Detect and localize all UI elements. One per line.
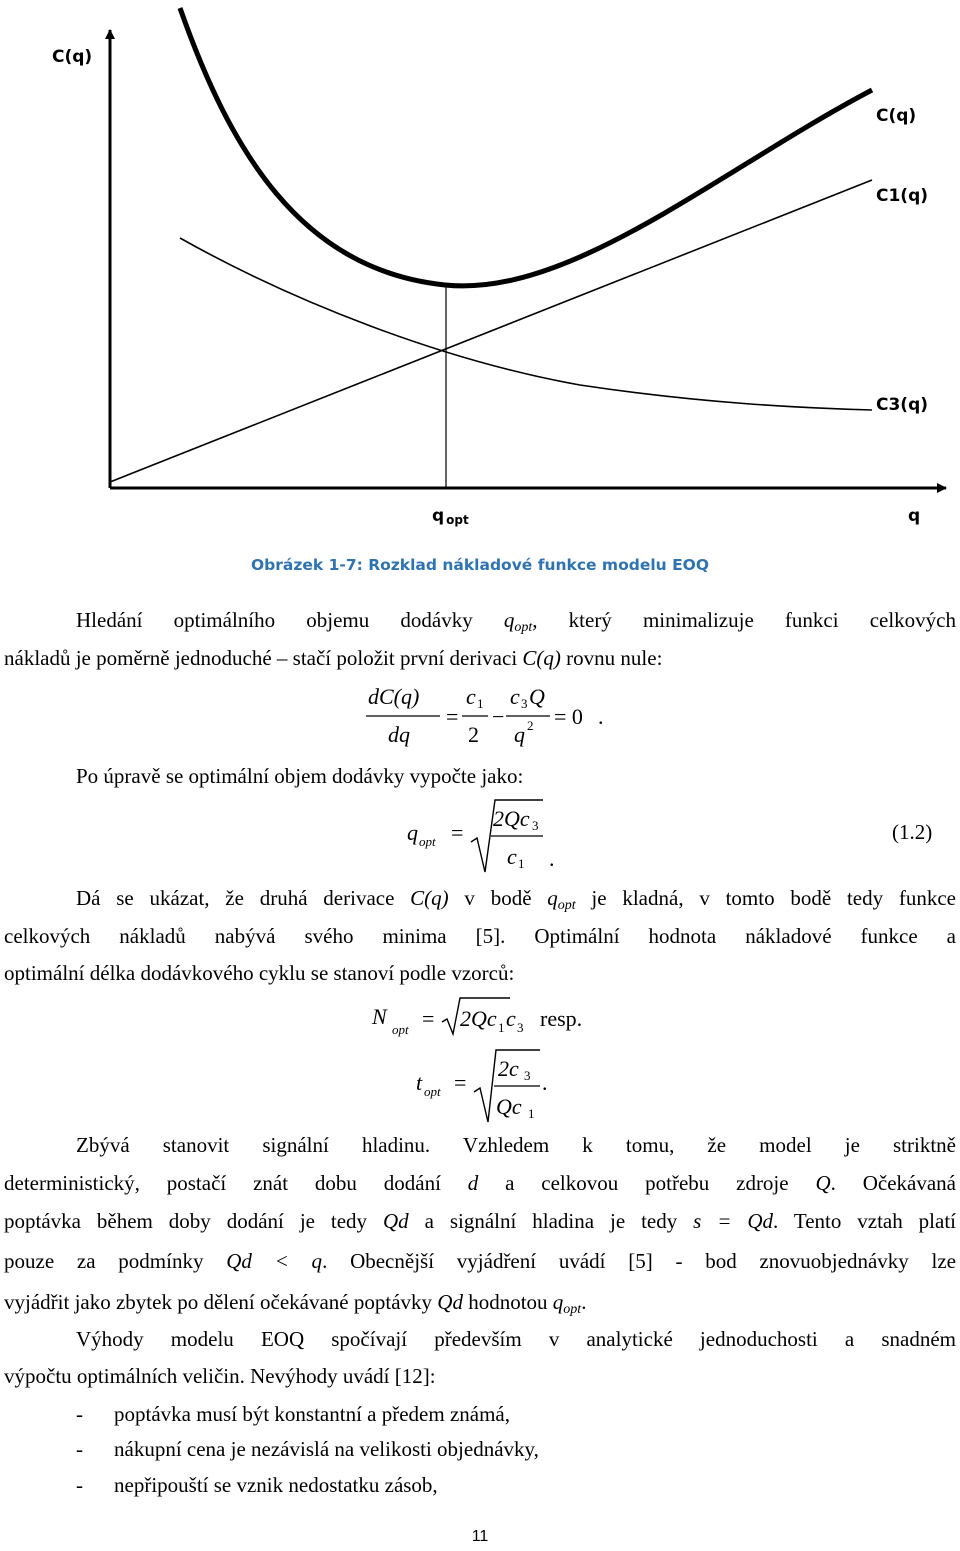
svg-text:.: . <box>542 1070 548 1095</box>
eoq-cost-figure <box>0 0 960 540</box>
svg-text:dq: dq <box>388 722 410 747</box>
svg-text:=: = <box>451 820 464 845</box>
svg-text:=: = <box>422 1006 435 1031</box>
p2-line: Po úpravě se optimální objem dodávky vypočte jako: <box>76 764 524 788</box>
svg-text:c: c <box>507 844 517 869</box>
p5-line2: výpočtu optimálních veličin. Nevýhody uvádí [12]: <box>4 1364 436 1388</box>
p4-line3: poptávka během doby dodání je tedy Qd a signální hladina je tedy s = Qd. Tento vztah platí <box>4 1209 956 1233</box>
figure-caption: Obrázek 1-7: Rozklad nákladové funkce modelu EOQ <box>250 556 710 574</box>
svg-text:1: 1 <box>498 1020 505 1035</box>
y-axis-label: C(q) <box>52 47 93 67</box>
svg-text:2c: 2c <box>498 1056 519 1081</box>
p4-line2: deterministický, postačí znát dobu dodání d a celkovou potřebu zdroje Q. Očekávaná <box>4 1171 956 1195</box>
curve-label-total: C(q) <box>876 106 917 126</box>
p4-line1: Zbývá stanovit signální hladinu. Vzhledem k tomu, že model je striktně <box>76 1133 956 1157</box>
svg-text:3: 3 <box>521 696 528 711</box>
svg-text:2Qc: 2Qc <box>493 806 530 831</box>
svg-text:= 0: = 0 <box>554 704 583 729</box>
curve-label-c3: C3(q) <box>876 395 929 415</box>
list-item: - nákupní cena je nezávislá na velikosti objednávky, <box>76 1437 539 1461</box>
p3-line2: celkových nákladů nabývá svého minima [5]. Optimální hodnota nákladové funkce a <box>4 924 956 948</box>
svg-text:−: − <box>492 704 505 729</box>
svg-text:q: q <box>514 722 525 747</box>
equation-number: (1.2) <box>892 820 933 844</box>
x-axis-label: q <box>908 506 921 526</box>
svg-text:q: q <box>407 820 418 845</box>
svg-text:2: 2 <box>468 722 479 747</box>
p3-line1: Dá se ukázat, že druhá derivace C(q) v bodě $q_{opt}$ je kladná, v tomto bodě tedy funkce <box>76 886 956 913</box>
svg-text:1: 1 <box>477 696 484 711</box>
svg-text:c: c <box>466 684 476 709</box>
qopt-equation <box>395 796 595 880</box>
svg-text:opt: opt <box>419 834 436 849</box>
curve-c3-hyperbola <box>180 238 872 410</box>
curve-total-cost <box>180 8 872 286</box>
svg-text:3: 3 <box>532 818 539 833</box>
topt-equation <box>410 1046 570 1128</box>
svg-text:=: = <box>446 704 459 729</box>
svg-text:c: c <box>506 1006 516 1031</box>
p4-line4: pouze za podmínky Qd < q. Obecnější vyjádření uvádí [5] - bod znovuobjednávky lze <box>4 1249 957 1273</box>
p1-line2: nákladů je poměrně jednoduché – stačí položit první derivaci C(q) rovnu nule: <box>4 646 663 670</box>
svg-text:resp.: resp. <box>540 1006 583 1031</box>
nopt-equation <box>366 992 606 1038</box>
svg-text:3: 3 <box>517 1020 524 1035</box>
svg-text:.: . <box>598 704 604 729</box>
p1-line1: Hledání optimálního objemu dodávky $q_{opt}$, který minimalizuje funkci celkových <box>76 608 956 635</box>
svg-text:t: t <box>416 1070 423 1095</box>
curve-c1-linear <box>110 180 872 482</box>
page-number: 11 <box>471 1528 489 1545</box>
svg-text:opt: opt <box>424 1084 441 1099</box>
svg-text:2: 2 <box>527 718 534 733</box>
svg-text:2Qc: 2Qc <box>460 1006 497 1031</box>
svg-text:1: 1 <box>528 1106 535 1121</box>
qopt-label: q opt <box>432 506 469 527</box>
svg-text:opt: opt <box>392 1022 409 1037</box>
p3-line3: optimální délka dodávkového cyklu se stanoví podle vzorců: <box>4 961 515 985</box>
svg-text:Qc: Qc <box>496 1094 522 1119</box>
list-item: - poptávka musí být konstantní a předem známá, <box>76 1402 510 1426</box>
svg-text:.: . <box>549 846 555 871</box>
curve-label-c1: C1(q) <box>876 186 929 206</box>
svg-text:1: 1 <box>518 856 525 871</box>
p4-line5: vyjádřit jako zbytek po dělení očekávané poptávky Qd hodnotou $q_{opt}$. <box>4 1290 587 1317</box>
svg-text:Q: Q <box>529 684 545 709</box>
svg-text:dC(q): dC(q) <box>368 684 420 709</box>
p5-line1: Výhody modelu EOQ spočívají především v analytické jednoduchosti a snadném <box>76 1327 956 1351</box>
svg-text:=: = <box>454 1070 467 1095</box>
list-item: - nepřipouští se vznik nedostatku zásob, <box>76 1473 438 1497</box>
svg-text:c: c <box>510 684 520 709</box>
derivative-equation <box>360 680 620 752</box>
svg-text:3: 3 <box>524 1068 531 1083</box>
svg-text:N: N <box>372 1004 387 1029</box>
